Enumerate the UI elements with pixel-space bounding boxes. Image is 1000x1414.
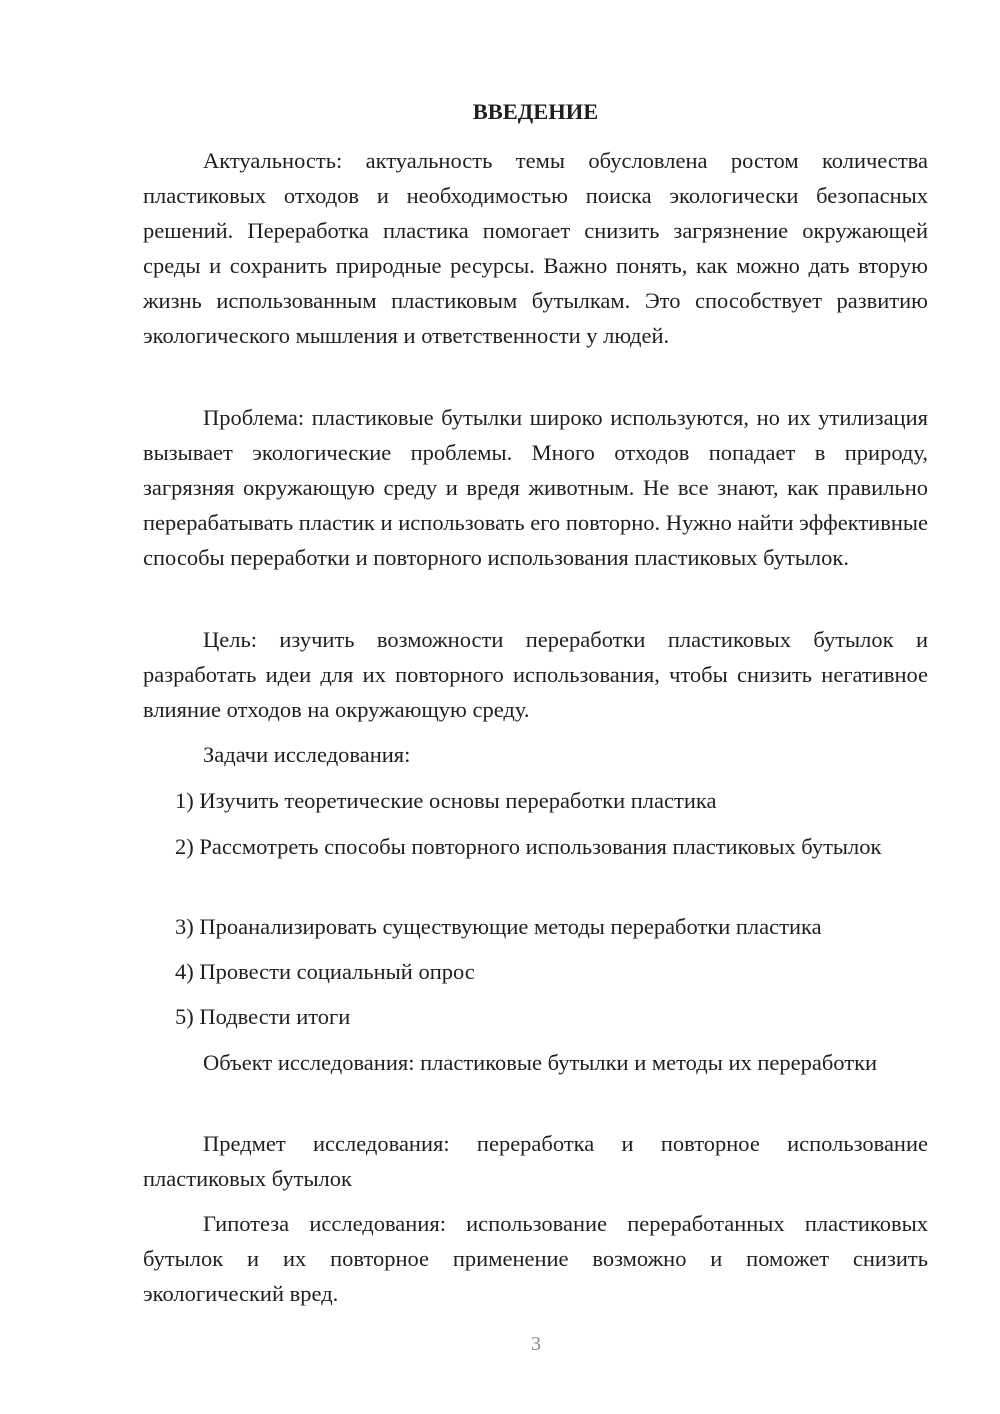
page-title: ВВЕДЕНИЕ [472,99,599,124]
hypothesis-block [143,1206,928,1311]
object-paragraph: Объект исследования: пластиковые бутылки и методы их переработки [203,1050,878,1075]
task-item-2-block [143,829,928,864]
problem-paragraph: Проблема: пластиковые бутылки широко используются, но их утилизация вызывает экологические проблемы. Много отходов попадает в природу, загрязняя окружающую среду и вредя животным. Не все знают, как правильно перерабатывать пластик и использовать его повторно. Нужно найти эффективные способы переработки и повторного использования пластиковых бутылок. [143,405,928,570]
task-item: 5) Подвести итоги [175,1004,351,1029]
goal-paragraph: Цель: изучить возможности переработки пластиковых бутылок и разработать идеи для их повторного использования, чтобы снизить негативное влияние отходов на окружающую среду. [143,627,928,722]
task-item-5-block [143,999,928,1034]
subject-paragraph: Предмет исследования: переработка и повторное использование пластиковых бутылок [143,1131,928,1191]
hypothesis-paragraph: Гипотеза исследования: использование переработанных пластиковых бутылок и их повторное применение возможно и поможет снизить экологический вред. [143,1211,928,1306]
page-number: 3 [531,1333,541,1355]
problem-block [143,400,928,575]
task-item: 2) Рассмотреть способы повторного использования пластиковых бутылок [175,834,882,859]
subject-block [143,1126,928,1196]
task-item: 4) Провести социальный опрос [175,959,475,984]
task-item-4-block [143,954,928,989]
relevance-paragraph: Актуальность: актуальность темы обусловлена ростом количества пластиковых отходов и необходимостью поиска экологически безопасных решений. Переработка пластика помогает снизить загрязнение окружающей среды и сохранить природные ресурсы. Важно понять, как можно дать вторую жизнь использованным пластиковым бутылкам. Это способствует развитию экологического мышления и ответственности у людей. [143,148,928,348]
task-item-1-block [143,783,928,818]
tasks-heading: Задачи исследования: [203,742,411,767]
task-item: 1) Изучить теоретические основы переработки пластика [175,788,717,813]
tasks-heading-block [143,737,928,772]
object-block [143,1045,928,1080]
task-item: 3) Проанализировать существующие методы переработки пластика [175,914,822,939]
task-item-3-block [143,909,928,944]
goal-block [143,622,928,727]
relevance-block [143,143,928,353]
